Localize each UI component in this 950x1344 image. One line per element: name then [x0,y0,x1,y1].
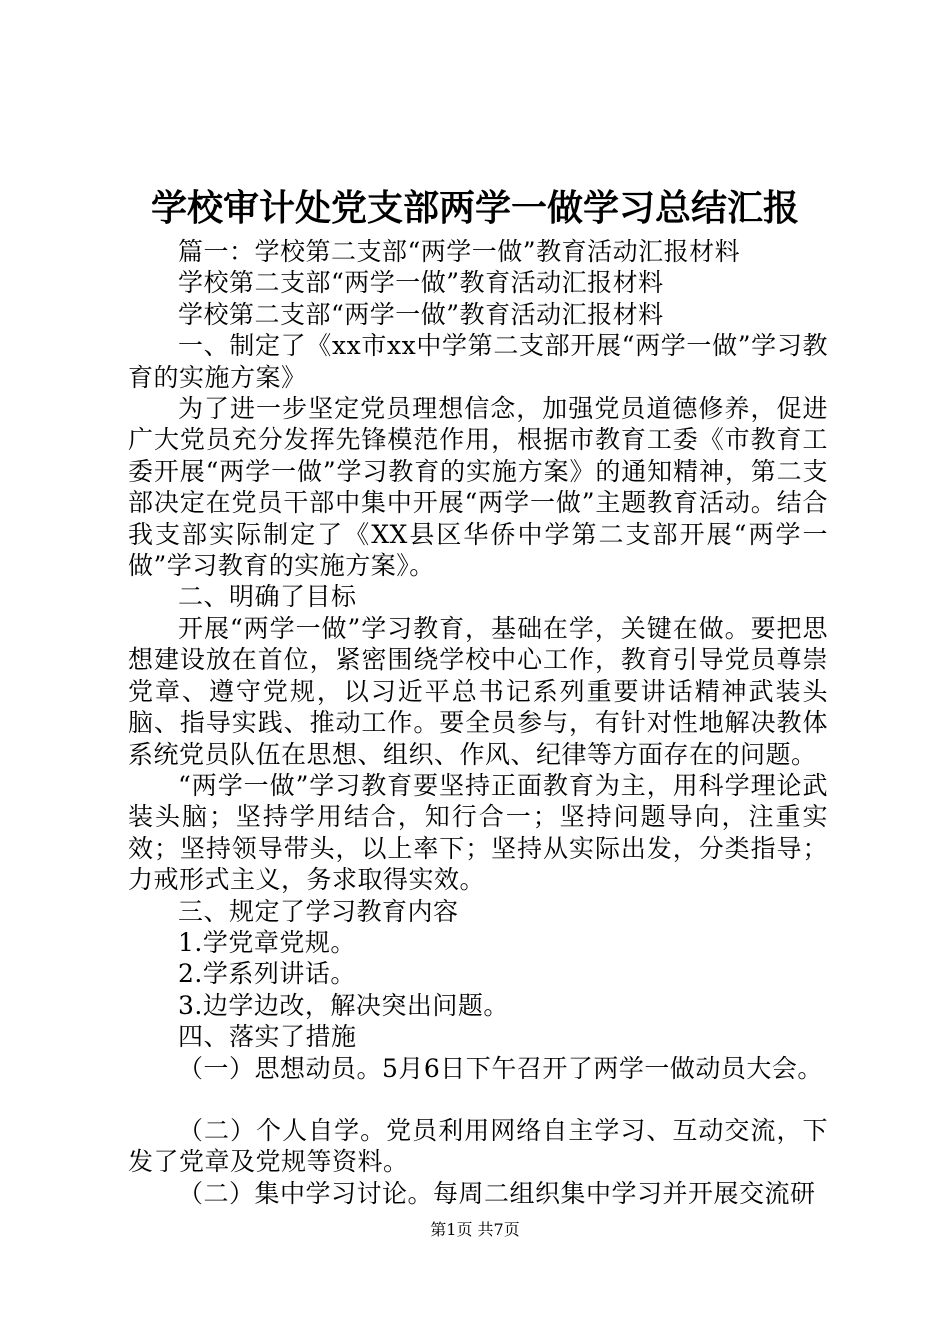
document-title: 学校审计处党支部两学一做学习总结汇报 [150,187,799,229]
paragraph-heading-part-one: 篇一：学校第二支部“两学一做”教育活动汇报材料 [178,237,741,266]
measure-item: （一）思想动员。5月6日下午召开了两学一做动员大会。 [178,1053,823,1083]
paragraph-subtitle-2: 学校第二支部“两学一做”教育活动汇报材料 [178,299,664,329]
paragraph-text: 开展“两学一做”学习教育，基础在学，关键在做。要把思想建设放在首位，紧密围绕学校中心工作，教育引导党员尊崇党章、遵守党规，以习近平总书记系列重要讲话精神武装头脑、指导实践、推动工作。要全员参与，有针对性地解决教体系统党员队伍在思想、组织、作风、纪律等方面存在的问题。 [128,613,828,769]
document-body [128,236,828,1209]
paragraph-text: “两学一做”学习教育要坚持正面教育为主，用科学理论武装头脑；坚持学用结合，知行合一；坚持问题导向，注重实效；坚持领导带头，以上率下；坚持从实际出发，分类指导；力戒形式主义，务求取得实效。 [128,770,828,895]
section-heading-2: 二、明确了目标 [178,582,357,612]
measure-item: （二）集中学习讨论。每周二组织集中学习并开展交流研 [178,1178,816,1208]
paragraph-subtitle-1: 学校第二支部“两学一做”教育活动汇报材料 [178,268,664,298]
list-item: 3.边学边改，解决突出问题。 [178,990,509,1020]
list-item: 2.学系列讲话。 [178,959,356,989]
paragraph-text: 为了进一步坚定党员理想信念，加强党员道德修养，促进广大党员充分发挥先锋模范作用，根据市教育工委《市教育工委开展“两学一做”学习教育的实施方案》的通知精神，第二支部决定在党员干部中集中开展“两学一做”主题教育活动。结合我支部实际制定了《XX县区华侨中学第二支部开展“两学一做”学习教育的实施方案》。 [128,394,828,581]
page-footer: 第1页 共7页 [430,1220,520,1239]
section-heading-3: 三、规定了学习教育内容 [178,896,459,926]
section-heading-1: 一、制定了《xx市xx中学第二支部开展“两学一做”学习教育的实施方案》 [128,331,828,392]
measure-item: （二）个人自学。党员利用网络自主学习、互动交流，下发了党章及党规等资料。 [128,1115,828,1177]
list-item: 1.学党章党规。 [178,927,356,957]
section-heading-4: 四、落实了措施 [178,1022,357,1052]
